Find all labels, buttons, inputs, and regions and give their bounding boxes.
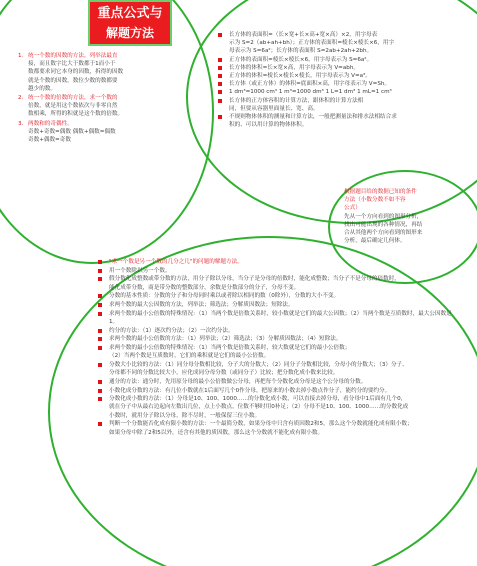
bottom-bulleted-list [98, 258, 460, 437]
bullet-icon [218, 99, 222, 103]
item-line: 判断一个分数能否化成有限小数的方法：一个最简分数，如果分母中只含有质因数2和5，那么这个分数就能化成有限小数； [109, 421, 413, 428]
item-number: 2. [18, 95, 24, 102]
item-line: 就是个数的因数，数位少数的数都要 [28, 77, 118, 84]
bottom-list-item [98, 335, 460, 343]
item-number: 1. [18, 53, 24, 59]
bottom-list-item [98, 361, 460, 377]
item-line: 长方体的表面积=（长×宽+长×高+宽×高）×2，用字母表 [229, 32, 378, 38]
bottom-list-item [98, 378, 460, 386]
item-line: 求两个数的最小公倍数的特殊情况：（1）当两个数是倍数关系时，较小数就是它们的最大公因数；（2）当两个数是互质数时，最大公因数是 1。 [109, 310, 452, 325]
bullet-icon [98, 329, 102, 333]
item-line: 母表示为 S=6a²；长方体的表面积 S=2ab+2ah+2bh。 [229, 48, 373, 55]
right-list-item [218, 72, 464, 80]
right-list-item [218, 97, 464, 113]
left-list-item [18, 94, 200, 119]
title-line-2: 解题方法 [105, 26, 154, 40]
bullet-icon [98, 294, 102, 298]
bottom-list-item [98, 292, 460, 300]
bullet-icon [218, 115, 222, 119]
bottom-list-item [98, 344, 460, 360]
item-line: 越少的数。 [28, 85, 56, 92]
item-line: 假分数化成整数或带分数的方法，用分子除以分母，当分子是分母的倍数时，能化成整数；当分子不是分母的倍数时， [109, 276, 400, 283]
side-note-body: 先从一个方向看到的图形分析， [344, 213, 423, 220]
item-line: 倍数，就是用这个数依次与非零自然 [28, 103, 118, 110]
left-numbered-list [18, 52, 200, 145]
item-line: 分母都不同的分数比较大小，应化成同分母分数（或同分子）比较；把分数化成小数来比较。 [109, 370, 339, 377]
item-line: 约分的方法：（1）逐次约分法；（2）一次约分法。 [109, 327, 234, 334]
right-list-item [218, 88, 464, 96]
bullet-icon [98, 363, 102, 367]
item-line: "求一个数是另一个数的几分之几"的问题的解题方法。 [109, 259, 243, 265]
item-line: 分数的基本性质：分数的分子和分母同时乘以或者除以相同的数（0除外），分数的大小不变。 [109, 293, 340, 300]
right-list-item [218, 113, 464, 129]
item-line: 小数化成分数的方法：有几位小数就在1后面写几个0作分母，把原来的小数去掉小数点作分子，能约分的要约分。 [109, 387, 391, 394]
bullet-icon [98, 337, 102, 341]
bottom-list-item [98, 395, 460, 420]
item-number: 3. [18, 120, 24, 127]
side-note-highlight: 根据题目给的数据已知的条件 [344, 189, 417, 195]
side-note [344, 188, 462, 245]
bullet-icon [218, 58, 222, 62]
side-note-highlight: 公式） [344, 205, 361, 212]
bullet-icon [98, 277, 102, 281]
item-line: 1 dm³=1000 cm³ 1 m³=1000 dm³ 1 L=1 dm³ 1 mL=1 cm³ [229, 89, 392, 96]
item-line: 如果分母中除了2和5以外，还含有其他的质因数，那么这个分数就不能化成有限小数。 [109, 429, 324, 436]
item-line: 通分的方法：通分时，先用原分母的最小公倍数做公分母，再把每个分数化成分母是这个公分母的分数。 [109, 378, 367, 385]
bullet-icon [98, 269, 102, 273]
item-line: 求两个数的最小公倍数的方法：（1）列举法；（2）筛选法；（3）分解质因数法；（4）短除法。 [109, 336, 342, 343]
bottom-list-item [98, 275, 460, 291]
title-line-1: 重点公式与 [97, 6, 163, 21]
bullet-icon [98, 346, 102, 350]
right-list-item [218, 64, 464, 72]
item-line: 长方体（或正方体）的体积=底面积×高，用字母表示为 V=Sh。 [229, 81, 391, 88]
item-line: 两数和的奇偶性。 [28, 120, 73, 127]
bottom-list-item [98, 387, 460, 395]
item-line: 不规则物体体积的测量和计算方法，一般把测量法和排水法相结合求 [229, 114, 397, 121]
item-line: 求两个数的最小公倍数的特殊情况：（1）当两个数是倍数关系时，较大数就是它们的最小公倍数； [109, 345, 351, 352]
item-line: 统一个数的倍数的方法，求一个数的 [28, 95, 118, 102]
right-bulleted-list [218, 31, 464, 129]
item-line: 接，而且数字比大于数都于1而小于 [28, 61, 116, 68]
bottom-list-item [98, 420, 460, 436]
bullet-icon [98, 380, 102, 384]
bullet-icon [218, 74, 222, 78]
item-line: 奇数+奇数=偶数 偶数+偶数=偶数 [28, 128, 116, 135]
item-line: 积的、可以用计算的物体体积。 [229, 122, 308, 129]
bullet-icon [98, 397, 102, 401]
bullet-icon [98, 389, 102, 393]
item-line: 长方体的正方体容积的计算方法，跟体积的计算方法相 [229, 97, 364, 104]
item-line: 数相乘，所得的积就是这个数的倍数。 [28, 111, 124, 118]
item-line: 用一个数除以另一个数。 [109, 267, 171, 274]
bullet-icon [98, 312, 102, 316]
left-list-item [18, 120, 200, 145]
title-box [88, 0, 172, 46]
item-line: 分数大小比较的方法：（1）同分母分数相比较，分子大的分数大；（2）同分子分数相比较，分母小的分数大；（3）分子、 [109, 361, 408, 368]
left-list-item [18, 52, 200, 93]
side-note-body: 分析，最后确定几何体。 [344, 238, 406, 245]
right-list-item [218, 80, 464, 88]
item-line: 正方体的表面积=棱长×棱长×6，用字母表示为 S=6a²。 [229, 56, 373, 63]
item-line: 统一个数的因数的方法，列举法最直 [28, 53, 118, 59]
bottom-list-item [98, 301, 460, 309]
item-line: 就在分子中从最右边起向左数出几位，点上小数点，位数不够时用0补足；（2）分母不是10、100、1000……的分数化成 [109, 404, 409, 411]
item-line: 小数时，就用分子除以分母，除不尽时，一般保留三位小数。 [109, 412, 261, 419]
item-line: （2）当两个数是互质数时，它们的乘积就是它们的最小公倍数。 [109, 353, 270, 360]
bullet-icon [218, 66, 222, 70]
side-note-body: 合从其他两个方向看到的图形来 [344, 230, 423, 237]
bullet-icon [218, 82, 222, 86]
bottom-list-item [98, 267, 460, 275]
item-line: 同，但要从容器里面量长、宽、高。 [229, 105, 319, 112]
side-note-body: 找出可能出现的各种情况，再结 [344, 221, 423, 228]
bullet-icon [98, 303, 102, 307]
item-line: 分数化成小数的方法：（1）分母是10、100、1000……的分数化成小数，可以直接去掉分母，看分母中1后面有几个0， [109, 396, 407, 403]
bullet-icon [98, 260, 102, 264]
item-line: 长方体的体积=长×宽×高，用字母表示为 V=abh。 [229, 64, 359, 71]
item-line: 奇数+偶数=奇数 [28, 137, 71, 144]
bullet-icon [98, 422, 102, 426]
bottom-list-item [98, 327, 460, 335]
right-list-item [218, 56, 464, 64]
item-line: 求两个数的最大公因数的方法，列举法；筛选法；分解质因数法；短除法。 [109, 302, 294, 309]
bottom-list-item [98, 258, 460, 266]
item-line: 能化成带分数，商是带分数的整数部分，余数是分数部分的分子，分母不变。 [109, 284, 300, 291]
item-line: 示为 S=2（ab+ah+bh）；正方体的表面积=棱长×棱长×6，用字 [229, 40, 395, 47]
bullet-icon [218, 90, 222, 94]
item-line: 数都要求同它本身的因数，拆得的因数 [28, 69, 124, 76]
bottom-list-item [98, 310, 460, 326]
right-list-item [218, 31, 464, 56]
item-line: 正方体的体积=棱长×棱长×棱长，用字母表示为 V=a³。 [229, 73, 371, 80]
side-note-highlight: 方法（小数分数不如不容 [344, 197, 406, 204]
bullet-icon [218, 33, 222, 37]
